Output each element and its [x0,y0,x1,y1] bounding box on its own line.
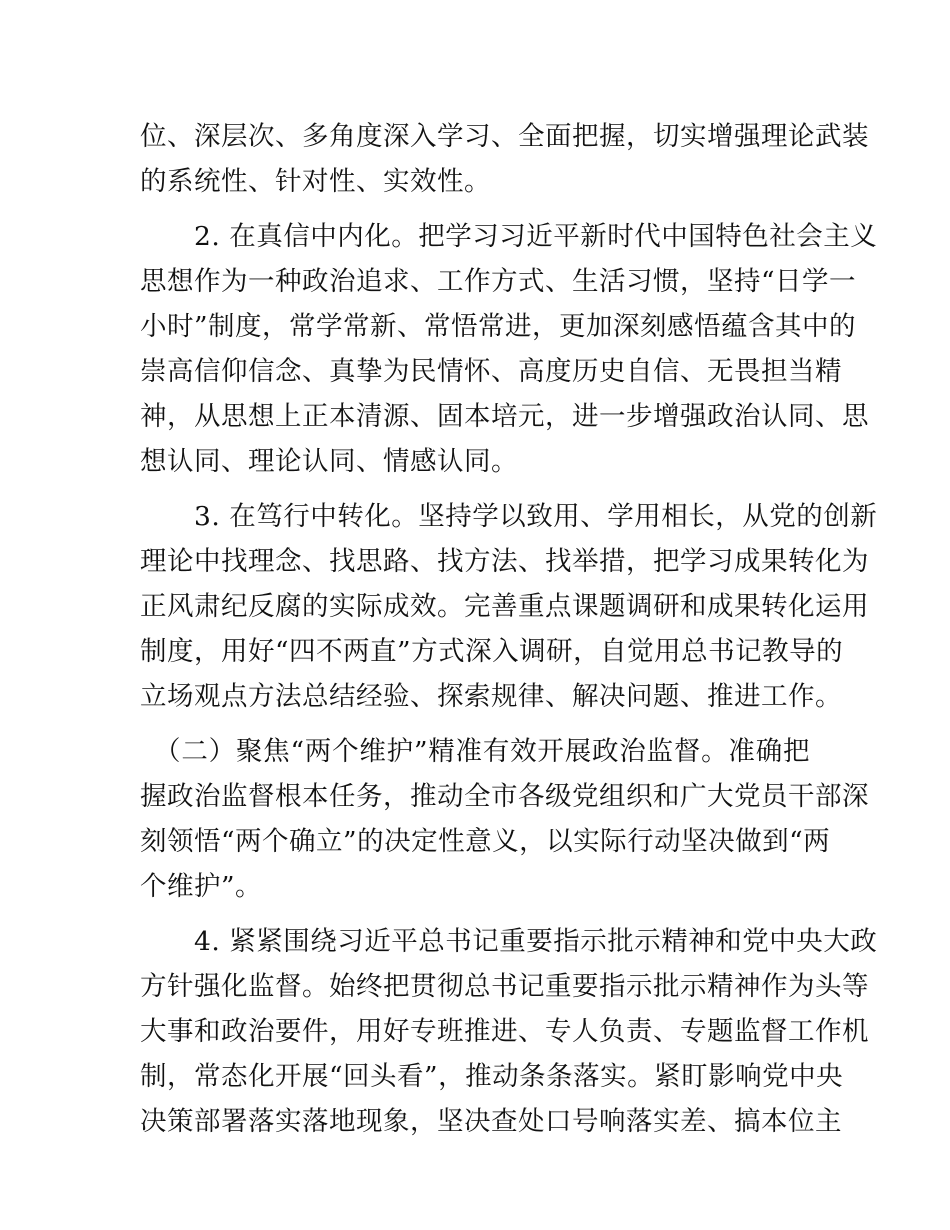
text-line: 方针强化监督。始终把贯彻总书记重要指示批示精神作为头等 [140,971,869,1002]
paragraph-2 [140,214,878,484]
text-line: 3. 在笃行中转化。坚持学以致用、学用相长，从党的创新 [140,501,878,532]
text-line: （二）聚焦“两个维护”精准有效开展政治监督。准确把 [140,736,810,767]
text-line: 个维护”。 [140,871,263,902]
text-line: 小时”制度，常学常新、常悟常进，更加深刻感悟蕴含其中的 [140,311,857,342]
text-line: 正风肃纪反腐的实际成效。完善重点课题调研和成果转化运用 [140,591,869,622]
text-line: 2. 在真信中内化。把学习习近平新时代中国特色社会主义 [140,221,878,252]
text-line: 的系统性、针对性、实效性。 [140,166,491,197]
text-line: 制，常态化开展“回头看”，推动条条落实。紧盯影响党中央 [140,1061,844,1092]
text-line: 神，从思想上正本清源、固本培元，进一步增强政治认同、思 [140,401,869,432]
text-line: 思想作为一种政治追求、工作方式、生活习惯，坚持“日学一 [140,266,857,297]
document-body [140,114,878,1154]
text-line: 大事和政治要件，用好专班推进、专人负责、专题监督工作机 [140,1016,869,1047]
text-line: 制度，用好“四不两直”方式深入调研，自觉用总书记教导的 [140,636,844,667]
text-line: 握政治监督根本任务，推动全市各级党组织和广大党员干部深 [140,781,869,812]
text-line: 决策部署落实落地现象，坚决查处口号响落实差、搞本位主 [140,1106,842,1137]
paragraph-5 [140,919,878,1144]
text-line: 理论中找理念、找思路、找方法、找举措，把学习成果转化为 [140,546,869,577]
paragraph-4 [140,729,869,909]
text-line: 崇高信仰信念、真挚为民情怀、高度历史自信、无畏担当精 [140,356,842,387]
text-line: 位、深层次、多角度深入学习、全面把握，切实增强理论武装 [140,121,869,152]
text-line: 刻领悟“两个确立”的决定性意义，以实际行动坚决做到“两 [140,826,831,857]
paragraph-1 [140,114,869,204]
text-line: 想认同、理论认同、情感认同。 [140,446,518,477]
text-line: 4. 紧紧围绕习近平总书记重要指示批示精神和党中央大政 [140,926,878,957]
paragraph-3 [140,494,878,719]
text-line: 立场观点方法总结经验、探索规律、解决问题、推进工作。 [140,681,842,712]
